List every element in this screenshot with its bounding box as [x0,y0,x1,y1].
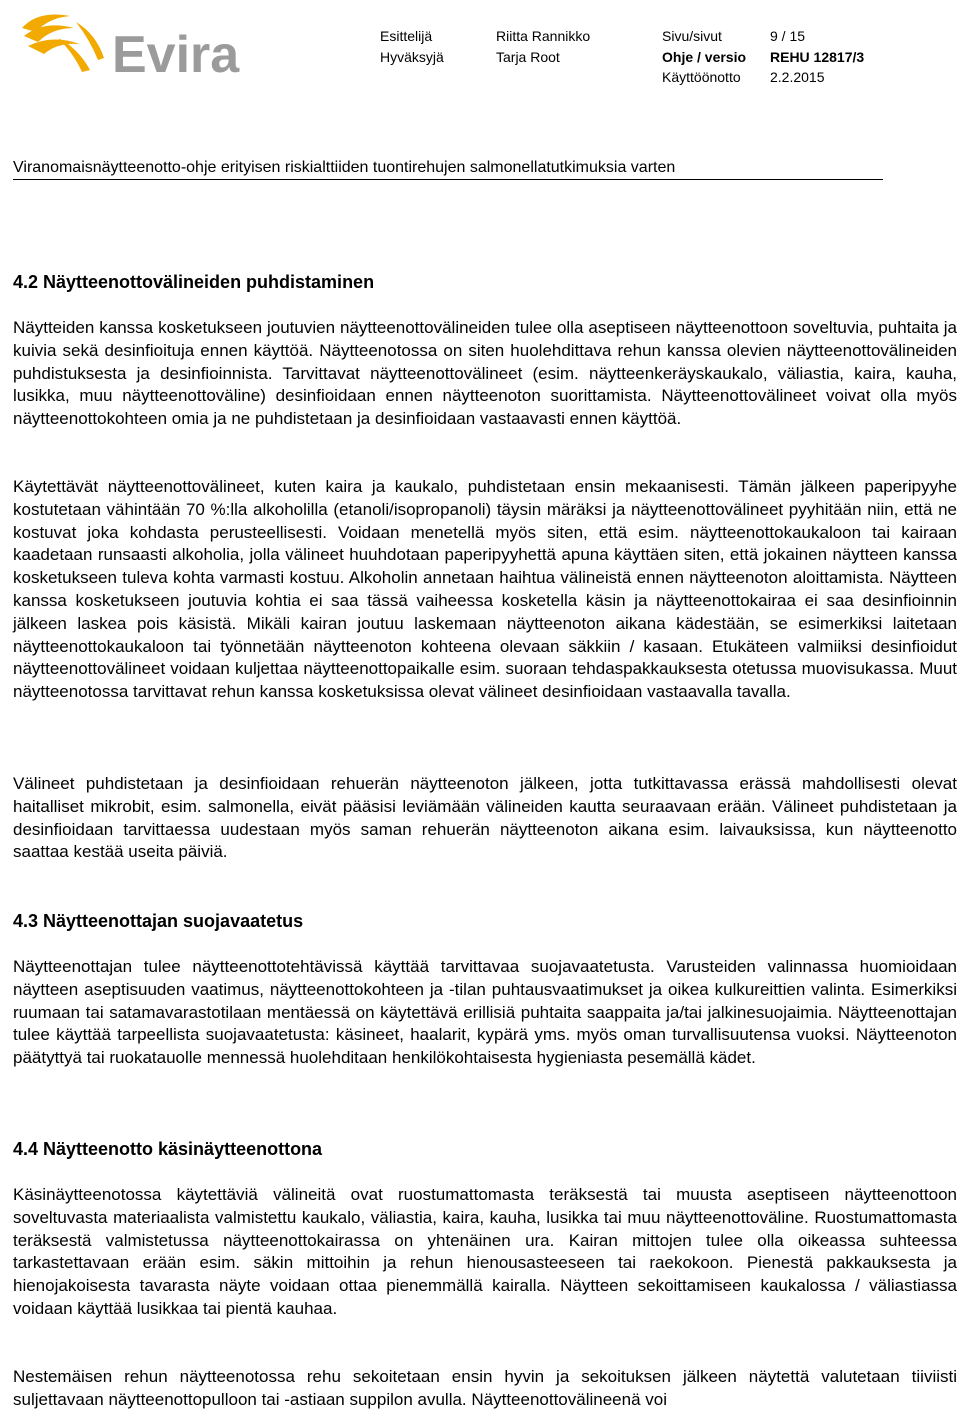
paragraph-4-2-2: Käytettävät näytteenottovälineet, kuten kaira ja kaukalo, puhdistetaan ensin mekaanisesti. Tämän jälkeen paperipyyhe kostutetaan vähintään 70 %:lla alkoholilla (etanoli/isopropanoli) täysin märäksi ja näytteenottovälineet pyyhitään niin, että ne kostuvat joka kohdasta perusteellisesti. Voidaan menetellä myös siten, että esim. näytteenottokaukaloon tai kairaan kaadetaan runsaasti alkoholia, jolla välineet huuhdotaan paperipyyhettä apuna käyttäen siten, että jokainen näytteen kanssa kosketukseen tuleva kohta varmasti kostuu. Alkoholin annetaan haihtua välineistä ennen näytteenoton aloittamista. Näytteen kanssa kosketukseen joutuvia kohtia ei saa tässä vaiheessa kosketella käsin ja näytteenottokairaa ei saa desinfioinnin jälkeen laskea pois käsistä. Mikäli kairan joutuu laskemaan näytteenoton aikana kädestään, se esimerkiksi laitetaan näytteenottokaukaloon tai työnnetään näytteenoton kohteena olevaan säkkiin / kasaan. Etukäteen valmiiksi desinfioidut näytteenottovälineet voidaan kuljettaa näytteenottopaikalle esim. suoraan tehdaspakkauksesta otetussa muovisukassa. Muut näytteenotossa tarvittavat rehun kanssa kosketuksissa olevat välineet desinfioidaan vastaavalla tavalla. [13,477,957,702]
approver-label: Hyväksyjä [380,49,444,65]
paragraph-4-4-2: Nestemäisen rehun näytteenotossa rehu sekoitetaan ensin hyvin ja sekoituksen jälkeen näytettä valutetaan tiiviisti suljettavaan näytteenottopulloon tai -astiaan suppilon avulla. Näytteenottovälineenä voi [13,1367,957,1409]
section-heading-4-2: 4.2 Näytteenottovälineiden puhdistaminen [13,272,375,292]
paragraph-4-3-1: Näytteenottajan tulee näytteenottotehtävissä käyttää tarvittavaa suojavaatetusta. Varusteiden valinnassa huomioidaan näytteen aseptisuuden vaatimus, näytteenottokohteen ja -tilan puhtausvaatimukset ja oikea kulkureittien valinta. Esimerkiksi ruumaan tai satamavarastotilaan mentäessä on käytettävä erillisiä puhtaita saappaita ja/tai jalkinesuojaimia. Näytteenottajan tulee käyttää tarpeellista suojavaatetusta: käsineet, haalarit, kypärä yms. myös oman turvallisuutensa vuoksi. Näytteenoton päätyttyä tai ruokatauolle mennessä huolehditaan henkilökohtaisesta hygieniasta pesemällä kädet. [13,957,957,1068]
guide-value: REHU 12817/3 [770,49,865,65]
logo-text: Evira [112,26,240,80]
section-heading-4-4: 4.4 Näytteenotto käsinäytteenottona [13,1139,323,1159]
guide-label: Ohje / versio [662,49,747,65]
evira-logo-graphic [18,8,258,80]
page-value: 9 / 15 [770,28,806,44]
deploy-label: Käyttöönotto [662,69,741,85]
paragraph-4-2-3: Välineet puhdistetaan ja desinfioidaan rehuerän näytteenoton jälkeen, jotta tutkittavassa erässä mahdollisesti olevat haitalliset mikrobit, esim. salmonella, eivät pääsisi leviämään välineiden kautta seuraavaan erään. Välineet puhdistetaan ja desinfioidaan tarvittaessa uudestaan myös saman rehuerän näytteenoton aikana esim. laivauksissa, kun näytteenotto saattaa kestää useita päiviä. [13,774,957,862]
author-value: Riitta Rannikko [496,28,591,44]
page-label: Sivu/sivut [662,28,722,44]
document-title: Viranomaisnäytteenotto-ohje erityisen riskialttiiden tuontirehujen salmonellatutkimuksia varten [13,158,883,180]
deploy-value: 2.2.2015 [770,69,825,85]
author-label: Esittelijä [380,28,433,44]
section-heading-4-3: 4.3 Näytteenottajan suojavaatetus [13,911,304,931]
paragraph-4-2-1: Näytteiden kanssa kosketukseen joutuvien näytteenottovälineiden tulee olla aseptiseen näytteenottoon soveltuvia, puhtaita ja kuivia sekä desinfioituja ennen käyttöä. Näytteenotossa on siten huolehdittava rehun kanssa olevien näytteenottovälineiden puhdistuksesta ja desinfioinnista. Tarvittavat näytteenottovälineet (esim. näytteenkeräyskaukalo, väliastia, kaira, kauha, lusikka, muu näytteenottoväline) desinfioidaan ennen näytteenoton suorittamista. Näytteenottovälineet voivat olla myös näytteenottokohteen omia ja ne puhdistetaan ja desinfioidaan vastaavasti ennen käyttöä. [13,318,957,429]
approver-value: Tarja Root [496,49,560,65]
paragraph-4-4-1: Käsinäytteenotossa käytettäviä välineitä ovat ruostumattomasta teräksestä tai muusta aseptiseen näytteenottoon soveltuvasta materiaalista valmistettu kaukalo, väliastia, kaira, kauha, lusikka tai muu näytteenottoväline. Ruostumattomasta teräksestä valmistetussa näytteenottokairassa on yhtenäinen ura. Kairan mittojen tulee olla oikeassa suhteessa tarkastettavaan erään esim. säkin mittoihin ja rehun hienousasteeseen tai raekokoon. Pienestä pakkauksesta ja hienojakoisesta tavarasta näyte voidaan ottaa pienemmällä kairalla. Näytteen sekoittamiseen kaukalossa / väliastiassa voidaan käyttää lusikkaa tai pientä kauhaa. [13,1185,957,1318]
evira-logo [18,8,258,80]
